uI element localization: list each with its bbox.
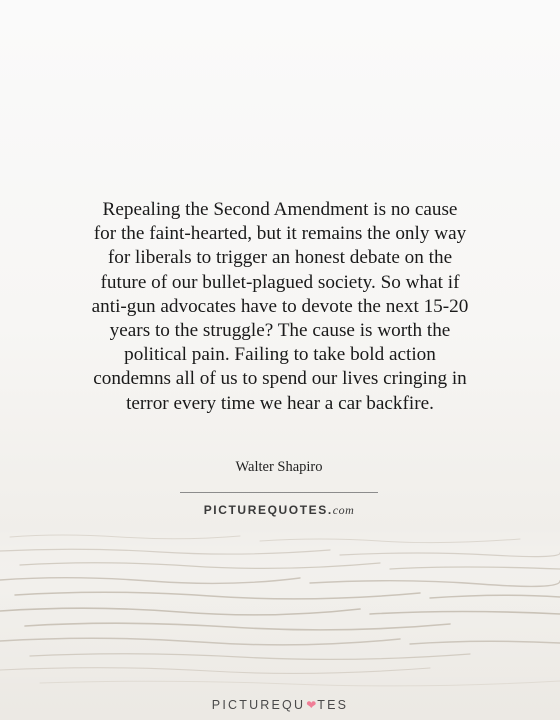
- quote-line: years to the struggle? The cause is worth the: [109, 320, 451, 342]
- footer-logo-part2: TES: [317, 698, 349, 712]
- quote-line: terror every time we hear a car backfire.: [126, 392, 434, 414]
- quote-line: future of our bullet-plagued society. So what if: [100, 271, 460, 293]
- quote-line: political pain. Failing to take bold action: [124, 344, 436, 366]
- heart-icon: ❤: [306, 698, 317, 712]
- footer-logo: [180, 698, 380, 712]
- author-name: Walter Shapiro: [235, 459, 323, 475]
- quote-line: Repealing the Second Amendment is no cause: [102, 199, 458, 220]
- quote-line: condemns all of us to spend our lives cringing in: [93, 368, 467, 390]
- author-divider: [180, 492, 378, 493]
- quote-line: for liberals to trigger an honest debate on the: [107, 247, 453, 269]
- quote-text: [40, 198, 520, 416]
- quote-line: anti-gun advocates have to devote the next 15-20: [91, 295, 469, 317]
- watermark-suffix: com: [332, 503, 355, 517]
- watermark-text: [180, 503, 378, 518]
- quote-line: for the faint-hearted, but it remains the only way: [93, 223, 467, 245]
- water-texture: [0, 525, 560, 695]
- watermark-dot: .: [327, 503, 333, 517]
- watermark-main: PICTUREQUOTES: [203, 503, 328, 517]
- footer-logo-part1: PICTUREQU: [211, 698, 306, 712]
- quote-block: [40, 198, 520, 416]
